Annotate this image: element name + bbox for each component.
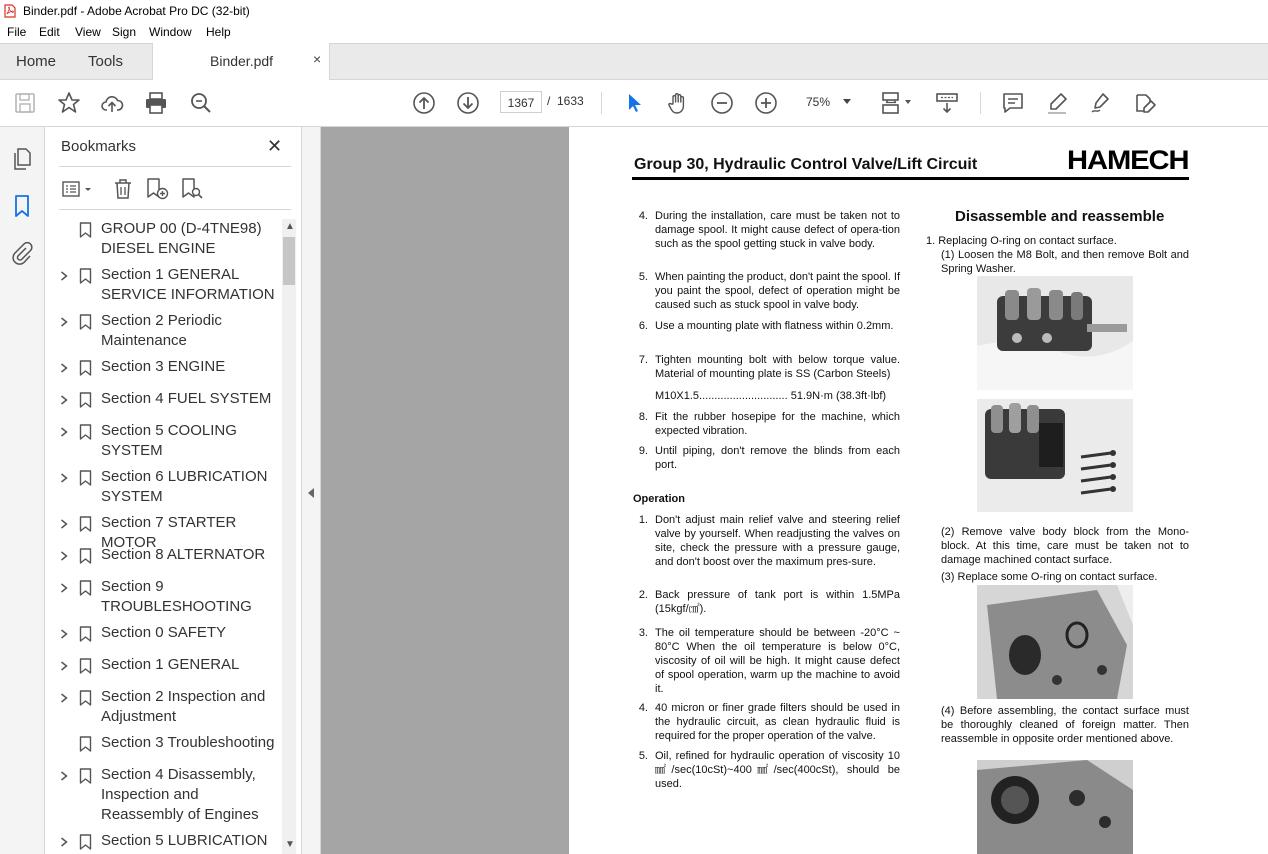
- menu-sign[interactable]: Sign: [112, 25, 137, 39]
- left-column: 4. During the installation, care must be taken not to damage spool. It might cause defect of opera-tion such as the spool getting stuck in valve body. 5. When painting the product, don't paint the spool. If you paint the spool, defect of operation might be caused such as stuck spool in valve body. 6. Use a mounting plate with flatness within 0.2mm. 7. Tighten mounting bolt with below torque value. Material of mounting plate is SS (Carbon Steels) M10X1.5............................. 51.9N·m (38.3ft·lbf) 8. Fit the rubber hosepipe for the machine, which expected vibration. 9. Until piping, don't remove the blinds from each port. Operation 1. Don't adjust main relief valve and steering relief valve by yourself. When readjusting the valves on site, check the pressure with a pressure gauge, and don't boost over the maximum pres-sure. 2. Back pressure of tank port is within 1.5MPa (15kgf/㎠). 3. The oil temperature should be between -20°C ~ 80°C When the oil temperature is below 0°C, viscosity of oil will be high. It might cause defect of spool operation, warm up the machine to avoid it. 4. 40 micron or finer grade filters should be used in the hydraulic circuit, as clean hydraulic fluid is required for the proper operation of the valve. 5. Oil, refined for hydraulic operation of viscosity 10㎟/sec(10cSt)~400㎟/sec(400cSt), should be used.: [633, 210, 900, 790]
- scroll-up-icon[interactable]: ▲: [285, 221, 295, 232]
- chevron-right-icon[interactable]: [60, 427, 68, 437]
- draw-signature-icon[interactable]: [1089, 91, 1113, 115]
- bookmark-icon: [79, 626, 92, 642]
- bookmark-list: [60, 219, 282, 854]
- bookmark-label: Section 3 Troubleshooting: [101, 734, 275, 751]
- bookmark-label: Section 5 COOLING SYSTEM: [101, 422, 237, 459]
- bookmark-icon: [79, 658, 92, 674]
- chevron-down-icon: [843, 99, 851, 104]
- close-tab-icon[interactable]: ×: [313, 51, 322, 67]
- company-logo: HAMECH: [1067, 145, 1189, 175]
- tab-document[interactable]: [152, 43, 330, 80]
- bookmark-icon: [79, 548, 92, 564]
- comment-icon[interactable]: [1001, 91, 1025, 115]
- bookmark-icon: [79, 222, 92, 238]
- tab-home[interactable]: Home: [16, 53, 57, 70]
- highlight-pen-icon[interactable]: [1045, 91, 1069, 115]
- bookmark-label: GROUP 00 (D-4TNE98) DIESEL ENGINE: [101, 220, 262, 257]
- bookmark-options-icon[interactable]: [61, 177, 95, 201]
- chevron-right-icon[interactable]: [60, 473, 68, 483]
- select-cursor-icon[interactable]: [622, 91, 646, 115]
- bookmark-search-icon[interactable]: [180, 177, 204, 201]
- bookmark-icon: [79, 314, 92, 330]
- valve-photo-4: [977, 760, 1133, 854]
- chevron-right-icon[interactable]: [60, 519, 68, 529]
- toolbar-divider: [601, 92, 602, 114]
- bookmark-label: Section 6 LUBRICATION SYSTEM: [101, 468, 268, 505]
- page-fit-icon[interactable]: [880, 91, 914, 115]
- tab-bar: [0, 43, 1268, 80]
- bookmark-label: Section 0 SAFETY: [101, 624, 227, 641]
- valve-photo-3: [977, 585, 1133, 699]
- page-number-input[interactable]: 1367: [500, 91, 542, 113]
- bookmark-icon: [79, 516, 92, 532]
- chevron-right-icon[interactable]: [60, 363, 68, 373]
- window-title: Binder.pdf - Adobe Acrobat Pro DC (32-bit): [23, 4, 250, 18]
- bookmark-icon: [79, 736, 92, 752]
- bookmark-icon: [79, 392, 92, 408]
- bookmark-icon: [79, 470, 92, 486]
- bookmark-label: Section 7 STARTER MOTOR: [101, 514, 237, 551]
- panel-splitter[interactable]: [301, 127, 321, 854]
- chevron-right-icon[interactable]: [60, 661, 68, 671]
- bookmark-label: Section 3 ENGINE: [101, 358, 226, 375]
- attachments-icon[interactable]: [10, 241, 34, 265]
- substep-1: (1) Loosen the M8 Bolt, and then remove Bolt and Spring Washer.: [941, 249, 1189, 275]
- substep-2: (2) Remove valve body block from the Mono-block. At this time, care must be taken not to damage machined contact surface.: [941, 526, 1189, 566]
- main-toolbar: [0, 80, 1268, 127]
- bookmark-icon: [79, 690, 92, 706]
- bookmark-icon: [79, 834, 92, 850]
- panel-divider: [59, 166, 291, 167]
- disassemble-title: Disassemble and reassemble: [955, 208, 1165, 225]
- collapse-panel-icon[interactable]: [308, 488, 314, 498]
- bookmark-icon: [79, 580, 92, 596]
- page-total: 1633: [557, 94, 584, 108]
- bookmark-label: Section 4 FUEL SYSTEM: [101, 390, 272, 407]
- menu-help[interactable]: Help: [206, 25, 231, 39]
- upload-cloud-icon[interactable]: [100, 91, 124, 115]
- menu-file[interactable]: File: [7, 25, 27, 39]
- menu-window[interactable]: Window: [149, 25, 192, 39]
- zoom-out-icon[interactable]: [710, 91, 734, 115]
- valve-photo-2: [977, 399, 1133, 512]
- zoom-level-select[interactable]: [797, 91, 857, 113]
- print-icon[interactable]: [144, 91, 168, 115]
- zoom-in-icon[interactable]: [754, 91, 778, 115]
- bookmark-icon: [79, 360, 92, 376]
- previous-page-icon[interactable]: [412, 91, 436, 115]
- bookmark-label: Section 1 GENERAL: [101, 656, 240, 673]
- bookmark-label: Section 1 GENERAL SERVICE INFORMATION: [101, 266, 275, 303]
- chevron-right-icon[interactable]: [60, 629, 68, 639]
- chevron-right-icon[interactable]: [60, 693, 68, 703]
- chevron-right-icon[interactable]: [60, 837, 68, 847]
- bookmark-label: Section 9 TROUBLESHOOTING: [101, 578, 252, 615]
- toolbar-divider: [980, 92, 981, 114]
- chevron-right-icon[interactable]: [60, 271, 68, 281]
- bookmarks-icon[interactable]: [10, 194, 34, 218]
- bookmark-label: Section 4 Disassembly, Inspection and Reassembly of Engines: [101, 766, 259, 823]
- scrolling-mode-icon[interactable]: [935, 91, 959, 115]
- navigation-rail: [0, 127, 45, 854]
- menu-edit[interactable]: Edit: [39, 25, 60, 39]
- chevron-right-icon[interactable]: [60, 583, 68, 593]
- zoom-level-value: 75%: [806, 95, 831, 109]
- page-separator: /: [547, 94, 551, 108]
- close-panel-icon[interactable]: ✕: [267, 136, 283, 156]
- chevron-right-icon[interactable]: [60, 395, 68, 405]
- step-1: 1. Replacing O-ring on contact surface.: [926, 235, 1117, 247]
- bookmark-scrollbar[interactable]: [282, 219, 296, 854]
- star-icon[interactable]: [57, 91, 81, 115]
- next-page-icon[interactable]: [456, 91, 480, 115]
- scroll-down-icon[interactable]: ▼: [285, 839, 295, 850]
- header-rule: [632, 177, 1189, 180]
- document-tab-label: Binder.pdf: [210, 53, 274, 69]
- acrobat-icon: [4, 4, 16, 18]
- substep-3: (3) Replace some O-ring on contact surface.: [941, 571, 1158, 583]
- tab-tools[interactable]: Tools: [88, 53, 124, 70]
- hand-tool-icon[interactable]: [666, 91, 690, 115]
- menu-bar: [0, 23, 1268, 43]
- substep-4: (4) Before assembling, the contact surface must be thoroughly cleaned of foreign matter. Then reassemble in opposite order mentioned above.: [941, 705, 1189, 745]
- bookmarks-panel-title: Bookmarks: [61, 138, 137, 155]
- valve-photo-1: [977, 276, 1133, 390]
- find-text-icon[interactable]: [189, 91, 213, 115]
- menu-view[interactable]: View: [75, 25, 101, 39]
- chevron-right-icon[interactable]: [60, 771, 68, 781]
- bookmark-scrollbar-thumb[interactable]: [283, 237, 295, 285]
- bookmark-icon: [79, 424, 92, 440]
- delete-bookmark-icon[interactable]: [111, 177, 135, 201]
- bookmark-label: Section 5 LUBRICATION: [101, 832, 268, 849]
- panel-divider: [59, 209, 291, 210]
- bookmark-label: Section 2 Inspection and Adjustment: [101, 688, 266, 725]
- bookmark-label: Section 8 ALTERNATOR: [101, 546, 266, 563]
- bookmark-label: Section 2 Periodic Maintenance: [101, 312, 222, 349]
- operation-heading: Operation: [633, 493, 685, 505]
- bookmarks-panel: [45, 127, 301, 854]
- title-bar: [0, 0, 1268, 23]
- save-icon[interactable]: [13, 91, 37, 115]
- page-thumbnails-icon[interactable]: [10, 147, 34, 171]
- bookmark-icon: [79, 268, 92, 284]
- fill-sign-icon[interactable]: [1133, 91, 1157, 115]
- chevron-right-icon[interactable]: [60, 317, 68, 327]
- page-header-title: Group 30, Hydraulic Control Valve/Lift Circuit: [634, 156, 978, 173]
- new-bookmark-icon[interactable]: [145, 177, 169, 201]
- chevron-right-icon[interactable]: [60, 551, 68, 561]
- bookmark-icon: [79, 768, 92, 784]
- document-viewer[interactable]: [321, 127, 1268, 854]
- pdf-page: [569, 127, 1268, 854]
